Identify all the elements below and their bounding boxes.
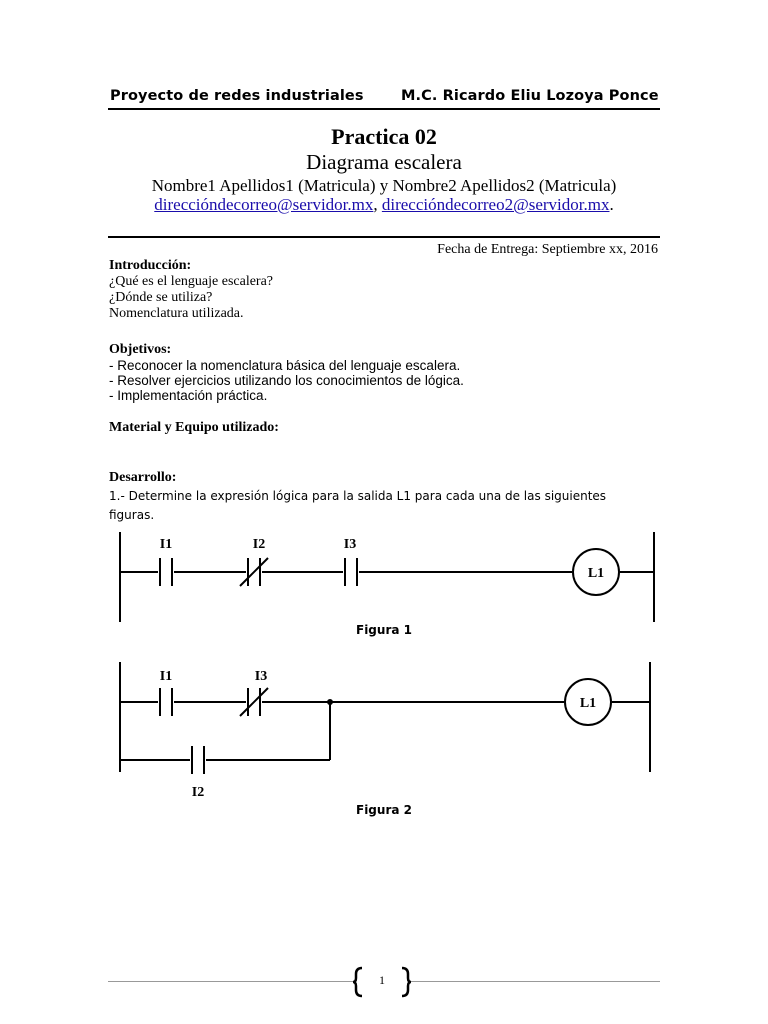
development-instruction: 1.- Determine la expresión lógica para la salida L1 para cada una de las siguientes figuras. bbox=[109, 489, 607, 522]
contact-no-i2 bbox=[192, 746, 204, 774]
page-number: 1 bbox=[379, 973, 385, 987]
email-end: . bbox=[609, 195, 614, 214]
contact-no-i1 bbox=[160, 688, 172, 716]
objective-2: - Resolver ejercicios utilizando los conocimientos de lógica. bbox=[109, 373, 464, 388]
development-heading: Desarrollo: bbox=[109, 470, 177, 485]
intro-line-1: ¿Qué es el lenguaje escalera? bbox=[109, 274, 274, 289]
header-rule bbox=[108, 108, 660, 110]
email-separator: , bbox=[373, 195, 378, 214]
title-rule bbox=[108, 236, 660, 238]
intro-line-2: ¿Dónde se utiliza? bbox=[109, 290, 213, 305]
figure-2-ladder bbox=[0, 658, 768, 798]
header-left: Proyecto de redes industriales bbox=[110, 88, 364, 104]
figure-1-caption: Figura 1 bbox=[356, 623, 412, 637]
contact-no-i3 bbox=[345, 558, 357, 586]
objective-1: - Reconocer la nomenclatura básica del lenguaje escalera. bbox=[109, 358, 461, 373]
contact-label-i2: I2 bbox=[191, 785, 205, 798]
contact-label-i2: I2 bbox=[252, 537, 266, 552]
figure-1-ladder bbox=[0, 528, 768, 628]
intro-line-3: Nomenclatura utilizada. bbox=[109, 306, 244, 321]
junction-dot bbox=[327, 699, 333, 705]
contact-no-i1 bbox=[160, 558, 172, 586]
materials-heading: Material y Equipo utilizado: bbox=[109, 420, 279, 435]
page-subtitle: Diagrama escalera bbox=[306, 150, 462, 174]
contact-label-i3: I3 bbox=[254, 669, 268, 684]
contact-label-i1: I1 bbox=[159, 669, 173, 684]
coil-label-l1: L1 bbox=[579, 696, 597, 711]
email-link-1[interactable]: direccióndecorreo@servidor.mx bbox=[154, 195, 374, 214]
contact-label-i3: I3 bbox=[343, 537, 357, 552]
contact-label-i1: I1 bbox=[159, 537, 173, 552]
email-link-2[interactable]: direccióndecorreo2@servidor.mx bbox=[381, 195, 610, 214]
header-right: M.C. Ricardo Eliu Lozoya Ponce bbox=[401, 88, 659, 104]
objectives-heading: Objetivos: bbox=[109, 342, 172, 357]
objective-3: - Implementación práctica. bbox=[109, 388, 268, 403]
page-title: Practica 02 bbox=[331, 124, 437, 149]
due-date: Fecha de Entrega: Septiembre xx, 2016 bbox=[437, 242, 658, 257]
figure-2-caption: Figura 2 bbox=[356, 803, 412, 817]
authors-line: Nombre1 Apellidos1 (Matricula) y Nombre2 Apellidos2 (Matricula) bbox=[151, 176, 617, 195]
intro-heading: Introducción: bbox=[109, 258, 192, 273]
coil-label-l1: L1 bbox=[587, 566, 605, 581]
email-line bbox=[0, 195, 768, 215]
